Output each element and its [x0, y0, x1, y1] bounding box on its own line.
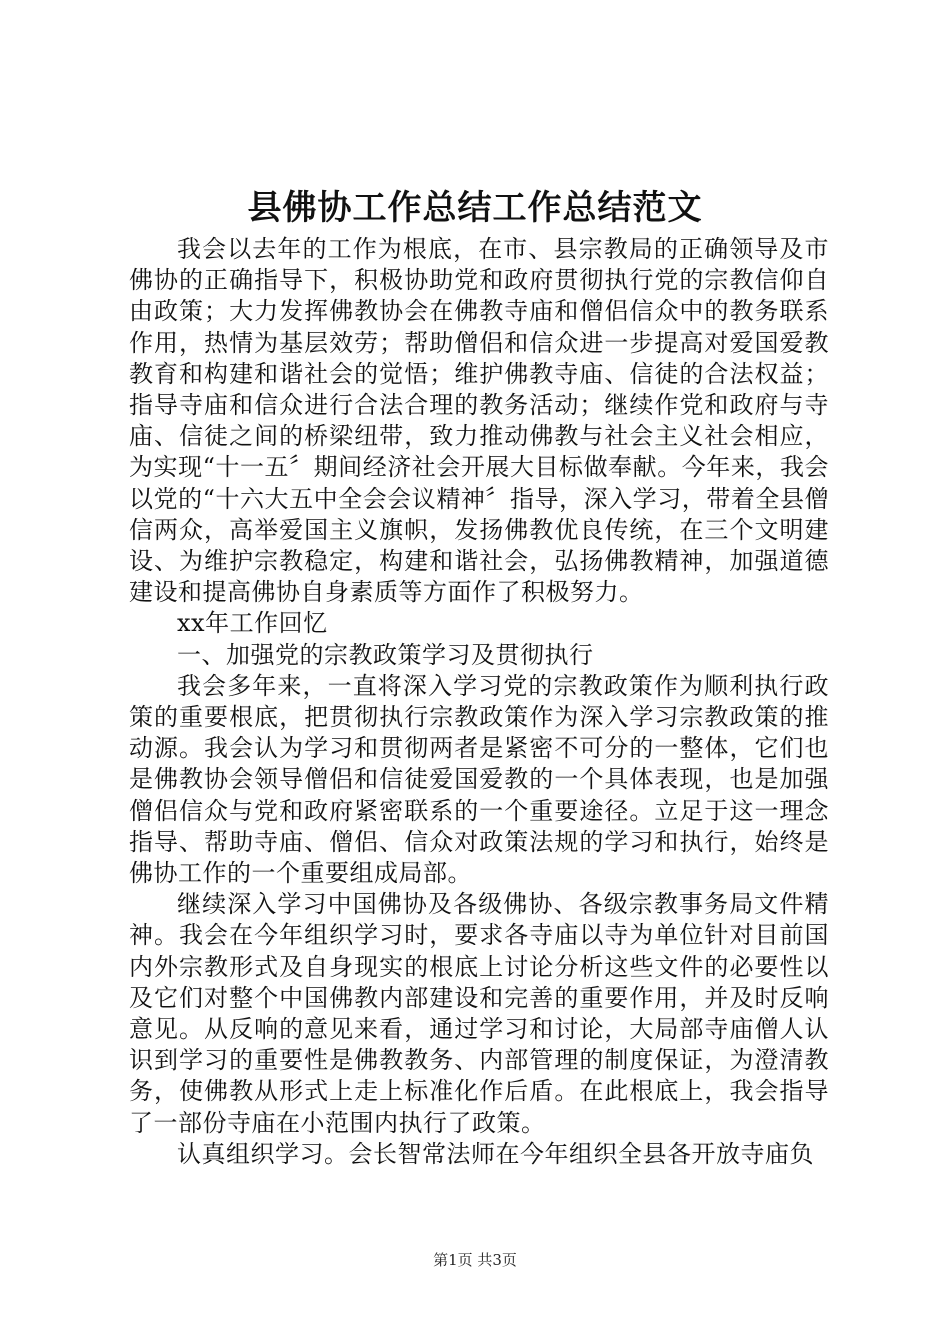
page-number-footer: 第1页 共3页 — [433, 1251, 517, 1269]
paragraph-subheading: 一、加强党的宗教政策学习及贯彻执行 — [177, 640, 594, 669]
paragraph-policy-study: 我会多年来，一直将深入学习党的宗教政策作为顺利执行政策的重要根底，把贯彻执行宗教政策作为深入学习宗教政策的推动源。我会认为学习和贯彻两者是紧密不可分的一整体，它们也是佛教协会领导僧侣和信徒爱国爱教的一个具体表现，也是加强僧侣信众与党和政府紧密联系的一个重要途径。立足于这一理念指导、帮助寺庙、僧侣、信众对政策法规的学习和执行，始终是佛协工作的一个重要组成局部。 — [129, 671, 829, 888]
paragraph-section-heading: xx年工作回忆 — [177, 609, 328, 638]
paragraph-intro: 我会以去年的工作为根底，在市、县宗教局的正确领导及市佛协的正确指导下，积极协助党和政府贯彻执行党的宗教信仰自由政策；大力发挥佛教协会在佛教寺庙和僧侣信众中的教务联系作用，热情为基层效劳；帮助僧侣和信众进一步提高对爱国爱教教育和构建和谐社会的觉悟；维护佛教寺庙、信徒的合法权益；指导寺庙和信众进行合法合理的教务活动；继续作党和政府与寺庙、信徒之间的桥梁纽带，致力推动佛教与社会主义社会相应，为实现“十一五〞期间经济社会开展大目标做奉献。今年来，我会以党的“十六大五中全会会议精神〞指导，深入学习，带着全县僧信两众，高举爱国主义旗帜，发扬佛教优良传统，在三个文明建设、为维护宗教稳定，构建和谐社会，弘扬佛教精神，加强道德建设和提高佛协自身素质等方面作了积极努力。 — [129, 235, 829, 607]
paragraph-continue-study: 继续深入学习中国佛协及各级佛协、各级宗教事务局文件精神。我会在今年组织学习时，要求各寺庙以寺为单位针对目前国内外宗教形式及自身现实的根底上讨论分析这些文件的必要性以及它们对整个中国佛教内部建设和完善的重要作用，并及时反响意见。从反响的意见来看，通过学习和讨论，大局部寺庙僧人认识到学习的重要性是佛教教务、内部管理的制度保证，为澄清教务，使佛教从形式上走上标准化作后盾。在此根底上，我会指导了一部份寺庙在小范围内执行了政策。 — [129, 890, 829, 1137]
paragraph-organize-study: 认真组织学习。会长智常法师在今年组织全县各开放寺庙负 — [177, 1139, 814, 1168]
document-body — [129, 234, 829, 1170]
document-title: 县佛协工作总结工作总结范文 — [247, 188, 703, 228]
